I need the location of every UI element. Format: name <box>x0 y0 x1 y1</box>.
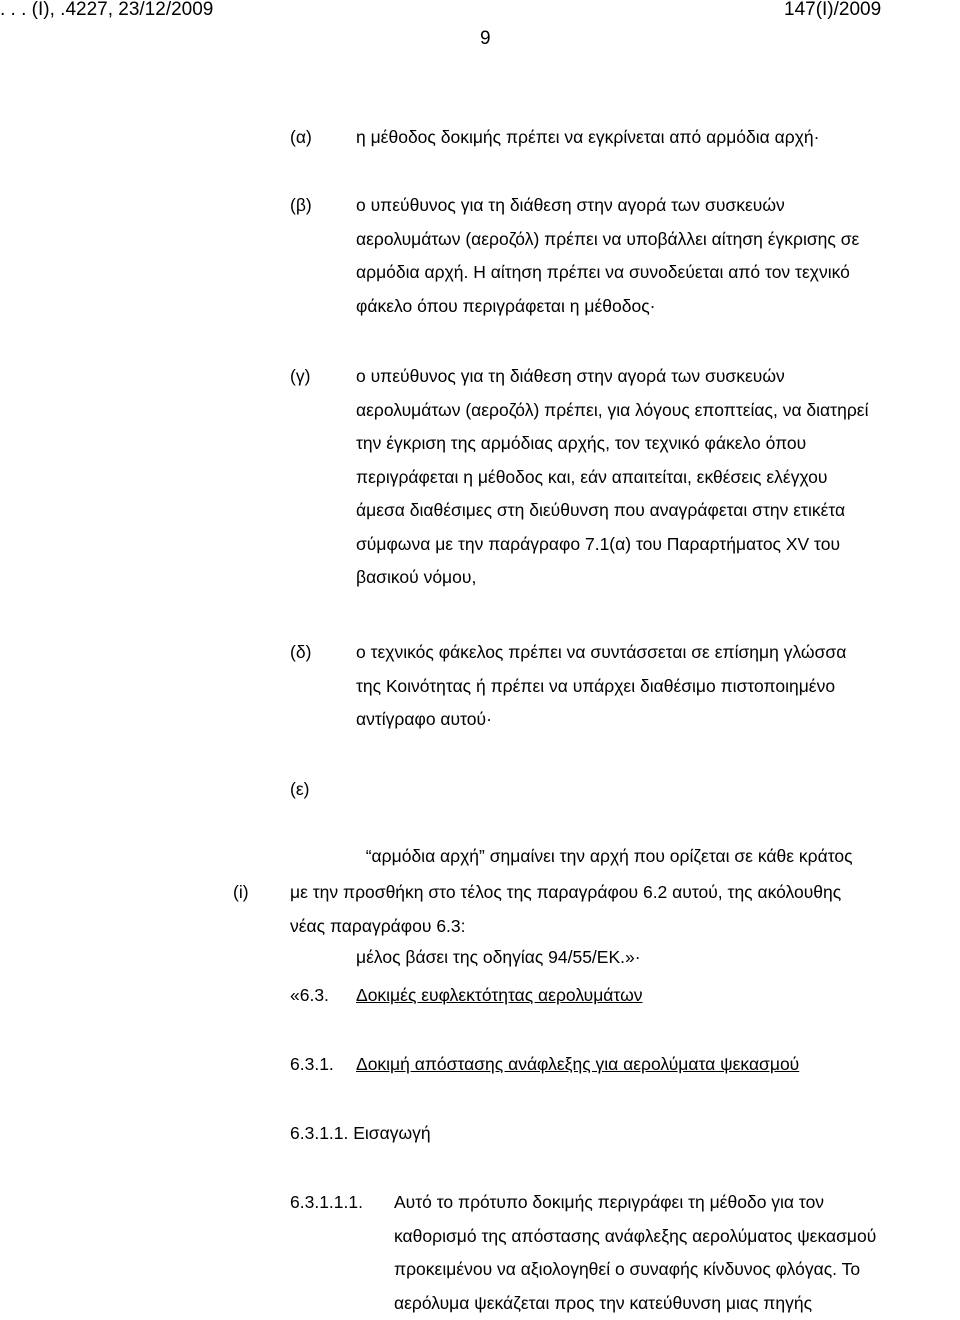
text-line: με την προσθήκη στο τέλος της παραγράφου 6.2 αυτού, της ακόλουθης <box>290 876 841 910</box>
text-line: αερόλυμα ψεκάζεται προς την κατεύθυνση μιας πηγής <box>394 1287 876 1320</box>
item-i-text <box>290 876 841 943</box>
section-6-3-number: «6.3. <box>290 987 329 1005</box>
text-line: αρμόδια αρχή. Η αίτηση πρέπει να συνοδεύεται από τον τεχνικό <box>356 256 859 290</box>
item-epsilon-label: (ε) <box>290 781 309 799</box>
section-6-3-1-1-1-number: 6.3.1.1.1. <box>290 1194 363 1212</box>
text-line: σύμφωνα με την παράγραφο 7.1(α) του Παραρτήματος XV του <box>356 528 868 562</box>
text-line: αερολυμάτων (αεροζόλ) πρέπει, για λόγους εποπτείας, να διατηρεί <box>356 394 868 428</box>
text-line: ο τεχνικός φάκελος πρέπει να συντάσσεται σε επίσημη γλώσσα <box>356 636 846 670</box>
section-6-3-1-number: 6.3.1. <box>290 1056 334 1074</box>
text-line: βασικού νόμου, <box>356 561 868 595</box>
item-alpha-text <box>356 121 819 155</box>
section-6-3-1-1-1-text <box>394 1186 876 1320</box>
text-line: καθορισμό της απόστασης ανάφλεξης αερολύματος ψεκασμού <box>394 1220 876 1254</box>
text-line: η μέθοδος δοκιμής πρέπει να εγκρίνεται από αρμόδια αρχή· <box>356 121 819 155</box>
text-line: προκειμένου να αξιολογηθεί ο συναφής κίνδυνος φλόγας. Το <box>394 1253 876 1287</box>
text-line: νέας παραγράφου 6.3: <box>290 910 841 944</box>
item-beta-label: (β) <box>290 197 312 215</box>
item-delta-text <box>356 636 846 737</box>
header-law-number: 147(I)/2009 <box>784 0 881 19</box>
text-line: ο υπεύθυνος για τη διάθεση στην αγορά των συσκευών <box>356 360 868 394</box>
section-6-3-title: Δοκιμές ευφλεκτότητας αερολυμάτων <box>356 987 643 1005</box>
text-line: ο υπεύθυνος για τη διάθεση στην αγορά των συσκευών <box>356 189 859 223</box>
item-gamma-text <box>356 360 868 595</box>
text-line: Αυτό το πρότυπο δοκιμής περιγράφει τη μέθοδο για τον <box>394 1186 876 1220</box>
header-document-reference: . . . (I), .4227, 23/12/2009 <box>0 0 213 19</box>
section-6-3-1-title: Δοκιμή απόστασης ανάφλεξης για αερολύματα ψεκασμού <box>356 1056 799 1074</box>
text-line: φάκελο όπου περιγράφεται η μέθοδος· <box>356 290 859 324</box>
text-line: αντίγραφο αυτού· <box>356 703 846 737</box>
text-line: “αρμόδια αρχή” σημαίνει την αρχή που ορίζεται σε κάθε κράτος <box>356 840 853 874</box>
section-6-3-1-1-heading: 6.3.1.1. Εισαγωγή <box>290 1125 431 1143</box>
item-alpha-label: (α) <box>290 129 312 147</box>
item-delta-label: (δ) <box>290 644 311 662</box>
item-i-label: (i) <box>233 884 249 902</box>
item-beta-text <box>356 189 859 323</box>
text-line: άμεσα διαθέσιμες στη διεύθυνση που αναγράφεται στην ετικέτα <box>356 494 868 528</box>
page-number: 9 <box>480 29 491 48</box>
text-line: της Κοινότητας ή πρέπει να υπάρχει διαθέσιμο πιστοποιημένο <box>356 670 846 704</box>
text-line: την έγκριση της αρμόδιας αρχής, τον τεχνικό φάκελο όπου <box>356 427 868 461</box>
text-line: περιγράφεται η μέθοδος και, εάν απαιτείται, εκθέσεις ελέγχου <box>356 461 868 495</box>
item-gamma-label: (γ) <box>290 368 310 386</box>
text-line: μέλος βάσει της οδηγίας 94/55/ΕΚ.»· <box>356 941 853 975</box>
text-line: αερολυμάτων (αεροζόλ) πρέπει να υποβάλλει αίτηση έγκρισης σε <box>356 223 859 257</box>
